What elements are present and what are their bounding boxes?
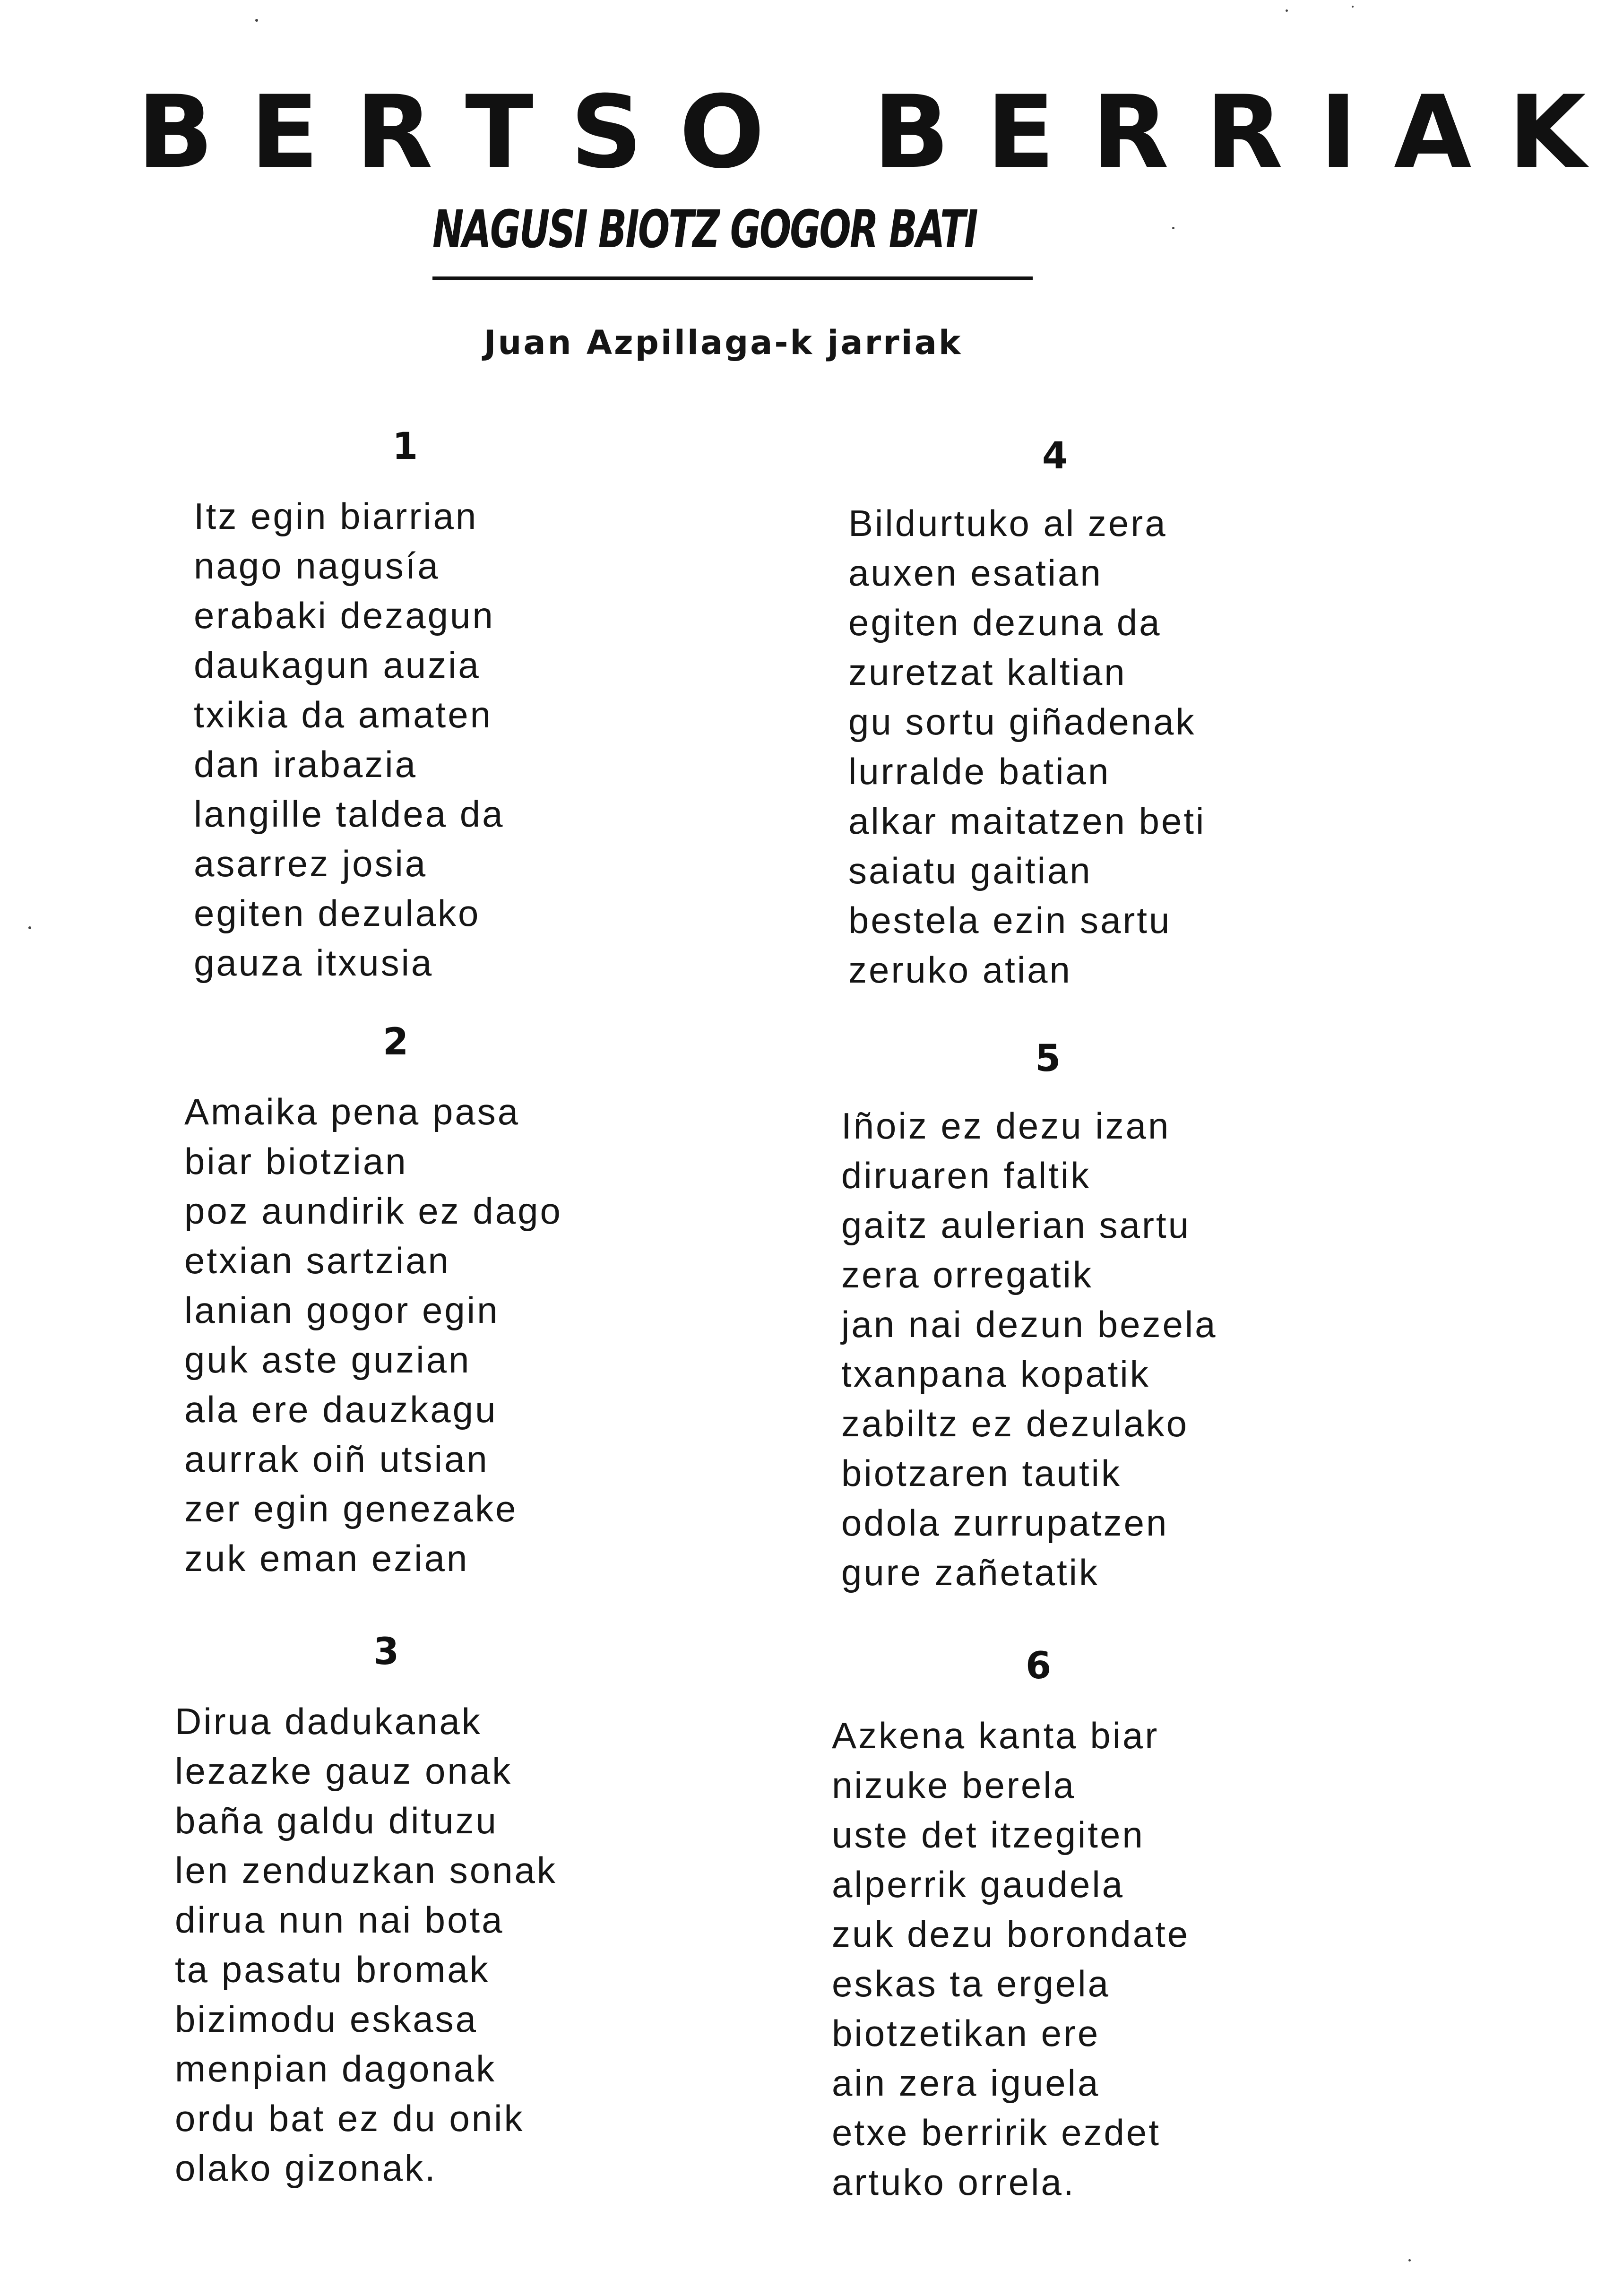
verse-line: odola zurrupatzen [841,1502,1169,1544]
verse-line: daukagun auzia [194,644,481,686]
verse-line: poz aundirik ez dago [184,1190,562,1232]
verse-line: len zenduzkan sonak [175,1849,557,1891]
verse-line: saiatu gaitian [848,850,1092,891]
verse-line: egiten dezuna da [848,602,1162,643]
subtitle-underline [432,276,1033,280]
verse-line: nago nagusía [194,545,440,587]
verse-line: lezazke gauz onak [175,1750,513,1792]
verse-line: eskas ta ergela [832,1963,1110,2004]
stanza-number: 2 [383,1021,409,1063]
verse-line: biotzetikan ere [832,2012,1100,2054]
stanza-number: 1 [392,425,418,468]
verse-line: lurralde batian [848,751,1111,792]
verse-line: zer egin genezake [184,1488,518,1529]
verse-line: Dirua dadukanak [175,1700,482,1742]
verse-line: zabiltz ez dezulako [841,1403,1189,1444]
stanza-lines [194,492,504,988]
verse-line: ordu bat ez du onik [175,2097,525,2139]
verse-line: egiten dezulako [194,892,481,934]
verse-line: dan irabazia [194,743,417,785]
scan-speck [28,926,31,929]
verse-line: zuretzat kaltian [848,651,1127,693]
stanza-number: 5 [1035,1037,1061,1080]
author-line: Juan Azpillaga-k jarriak [483,323,963,362]
verse-line: Azkena kanta biar [832,1715,1159,1756]
verse-line: olako gizonak. [175,2147,437,2189]
stanza-number: 4 [1042,435,1068,477]
scan-speck [255,19,258,22]
stanza-lines [848,499,1206,995]
verse-line: Itz egin biarrian [194,495,478,537]
verse-line: ain zera iguela [832,2062,1100,2104]
verse-line: aurrak oiñ utsian [184,1438,489,1480]
scan-speck [1286,9,1288,12]
verse-line: zuk dezu borondate [832,1913,1190,1955]
stanza-lines [841,1101,1217,1597]
verse-line: menpian dagonak [175,2048,497,2089]
verse-line: guk aste guzian [184,1339,471,1381]
verse-line: zera orregatik [841,1254,1093,1295]
verse-line: alkar maitatzen beti [848,800,1206,842]
verse-line: Bildurtuko al zera [848,502,1167,544]
verse-line: gaitz aulerian sartu [841,1204,1191,1246]
verse-line: asarrez josia [194,843,428,884]
verse-line: dirua nun nai bota [175,1899,504,1941]
scan-speck [1172,227,1174,229]
verse-line: langille taldea da [194,793,505,835]
verse-line: bestela ezin sartu [848,899,1172,941]
page-title: BERTSO BERRIAK [137,74,1623,190]
verse-line: Iñoiz ez dezu izan [841,1105,1171,1147]
verse-line: etxe berririk ezdet [832,2112,1161,2153]
verse-line: biotzaren tautik [841,1452,1122,1494]
verse-line: jan nai dezun bezela [841,1303,1217,1345]
verse-line: alperrik gaudela [832,1864,1125,1905]
verse-line: auxen esatian [848,552,1103,594]
verse-line: diruaren faltik [841,1155,1091,1196]
verse-line: artuko orrela. [832,2161,1076,2203]
stanza-lines [184,1087,562,1583]
stanza-number: 3 [373,1631,399,1673]
verse-line: txanpana kopatik [841,1353,1150,1395]
verse-line: ta pasatu bromak [175,1949,490,1990]
verse-line: Amaika pena pasa [184,1091,520,1132]
verse-line: gauza itxusia [194,942,434,984]
verse-line: ala ere dauzkagu [184,1389,498,1430]
verse-line: zuk eman ezian [184,1537,469,1579]
verse-line: nizuke berela [832,1764,1076,1806]
verse-line: bizimodu eskasa [175,1998,478,2040]
verse-line: biar biotzian [184,1140,408,1182]
stanza-number: 6 [1026,1645,1052,1687]
verse-line: txikia da amaten [194,694,492,735]
verse-line: gure zañetatik [841,1552,1099,1593]
verse-line: erabaki dezagun [194,595,495,636]
verse-line: baña galdu dituzu [175,1800,498,1841]
stanza-lines [832,1711,1190,2207]
verse-line: lanian gogor egin [184,1289,500,1331]
scan-speck [1352,6,1354,8]
verse-line: etxian sartzian [184,1240,450,1281]
verse-line: zeruko atian [848,949,1072,991]
verse-line: gu sortu giñadenak [848,701,1196,742]
verse-line: uste det itzegiten [832,1814,1145,1856]
page-subtitle: NAGUSI BIOTZ GOGOR BATI [432,199,977,259]
scan-speck [1408,2259,1411,2261]
stanza-lines [175,1697,557,2193]
